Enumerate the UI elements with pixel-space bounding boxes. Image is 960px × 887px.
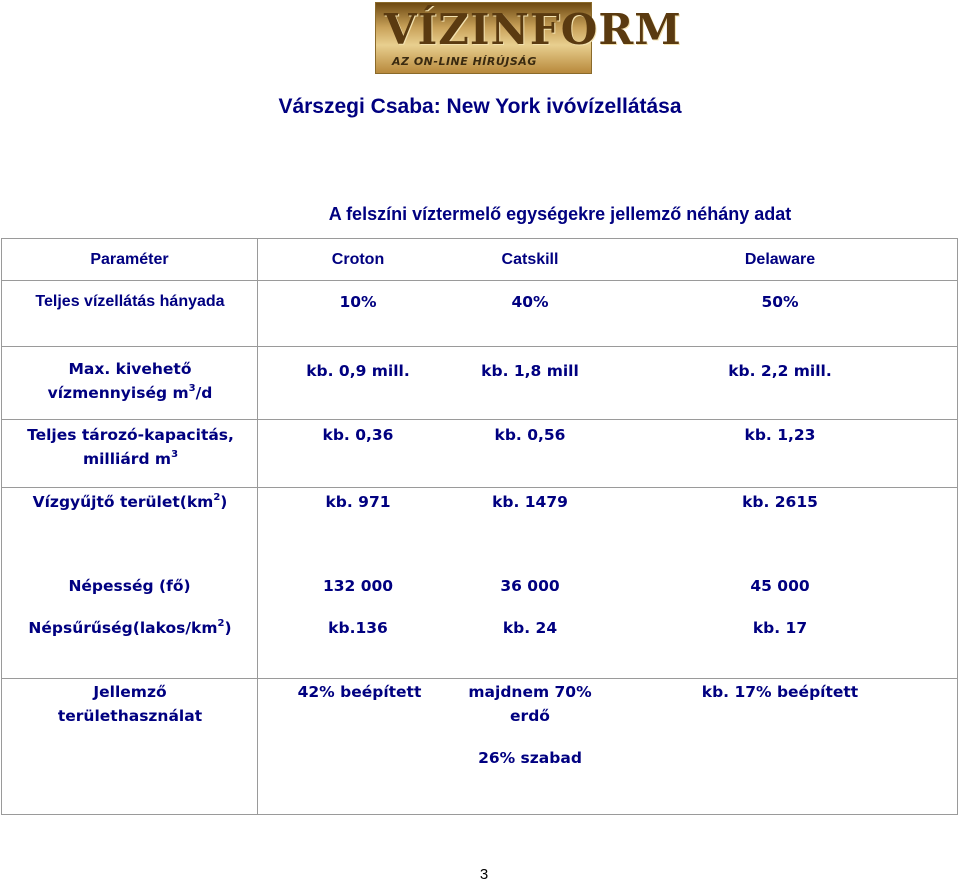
- cell-delaware-catchment-area: kb. 2615: [742, 493, 818, 511]
- document-title: Várszegi Csaba: New York ivóvízellátása: [278, 95, 682, 118]
- cell-croton-supply-share: 10%: [339, 293, 377, 311]
- row-param-land-use: Jellemző területhasználat: [57, 683, 203, 725]
- cell-catskill-supply-share: 40%: [511, 293, 549, 311]
- param-superscript: 2: [217, 618, 225, 629]
- cell-delaware-population-density: kb. 17: [752, 619, 808, 637]
- table-row-divider: [1, 487, 958, 488]
- header-parameter: Paraméter: [90, 251, 169, 268]
- table-caption: A felszíni víztermelő egységekre jellemző néhány adat: [328, 204, 792, 224]
- row-param-population-density: [2, 616, 258, 640]
- table-row-divider: [1, 678, 958, 679]
- header-catskill: Catskill: [501, 251, 559, 268]
- row-param-population: Népesség (fő): [68, 577, 191, 595]
- param-superscript: 2: [213, 492, 221, 503]
- cell-croton-land-use: 42% beépített: [297, 683, 422, 701]
- cell-delaware-supply-share: 50%: [761, 293, 799, 311]
- header-delaware: Delaware: [744, 251, 816, 268]
- param-text-suffix: ): [220, 493, 228, 511]
- header-croton: Croton: [331, 251, 385, 268]
- cell-delaware-max-withdrawal: kb. 2,2 mill.: [728, 362, 832, 380]
- row-param-supply-share: Teljes vízellátás hányada: [35, 293, 225, 310]
- param-text-suffix: ): [224, 619, 232, 637]
- cell-catskill-storage-capacity: kb. 0,56: [494, 426, 566, 444]
- row-param-catchment-area: [2, 490, 258, 514]
- table-row-divider: [1, 346, 958, 347]
- logo-main-text: VÍZINFORM: [384, 5, 682, 54]
- reservoir-data-table: [1, 238, 958, 815]
- cell-croton-max-withdrawal: kb. 0,9 mill.: [306, 362, 410, 380]
- cell-catskill-population: 36 000: [500, 577, 560, 595]
- vizinform-logo: [375, 2, 682, 74]
- param-superscript: 3: [171, 449, 179, 460]
- cell-catskill-catchment-area: kb. 1479: [492, 493, 568, 511]
- param-text-suffix: /d: [195, 384, 213, 402]
- param-superscript: 3: [188, 383, 196, 394]
- param-text: Népsűrűség(lakos/km: [28, 619, 218, 637]
- param-text: Teljes tározó-kapacitás, milliárd m: [27, 426, 234, 468]
- row-param-max-withdrawal: [20, 357, 240, 405]
- cell-croton-catchment-area: kb. 971: [325, 493, 391, 511]
- cell-croton-population-density: kb.136: [328, 619, 388, 637]
- param-text: Max. kivehető vízmennyiség m: [47, 360, 192, 402]
- page-number: 3: [479, 866, 489, 883]
- cell-delaware-population: 45 000: [750, 577, 810, 595]
- row-param-storage-capacity: [8, 423, 253, 471]
- cell-catskill-land-use-extra: 26% szabad: [478, 749, 582, 767]
- cell-delaware-storage-capacity: kb. 1,23: [744, 426, 816, 444]
- cell-catskill-max-withdrawal: kb. 1,8 mill: [481, 362, 579, 380]
- cell-catskill-population-density: kb. 24: [502, 619, 558, 637]
- cell-delaware-land-use: kb. 17% beépített: [701, 683, 859, 701]
- cell-croton-storage-capacity: kb. 0,36: [322, 426, 394, 444]
- logo-sub-text: AZ ON-LINE HÍRÚJSÁG: [392, 55, 537, 68]
- cell-catskill-land-use: majdnem 70% erdő: [468, 683, 592, 725]
- table-column-divider: [257, 238, 258, 815]
- table-row-divider: [1, 419, 958, 420]
- param-text: Vízgyűjtő terület(km: [32, 493, 214, 511]
- table-row-divider: [1, 280, 958, 281]
- cell-croton-population: 132 000: [322, 577, 394, 595]
